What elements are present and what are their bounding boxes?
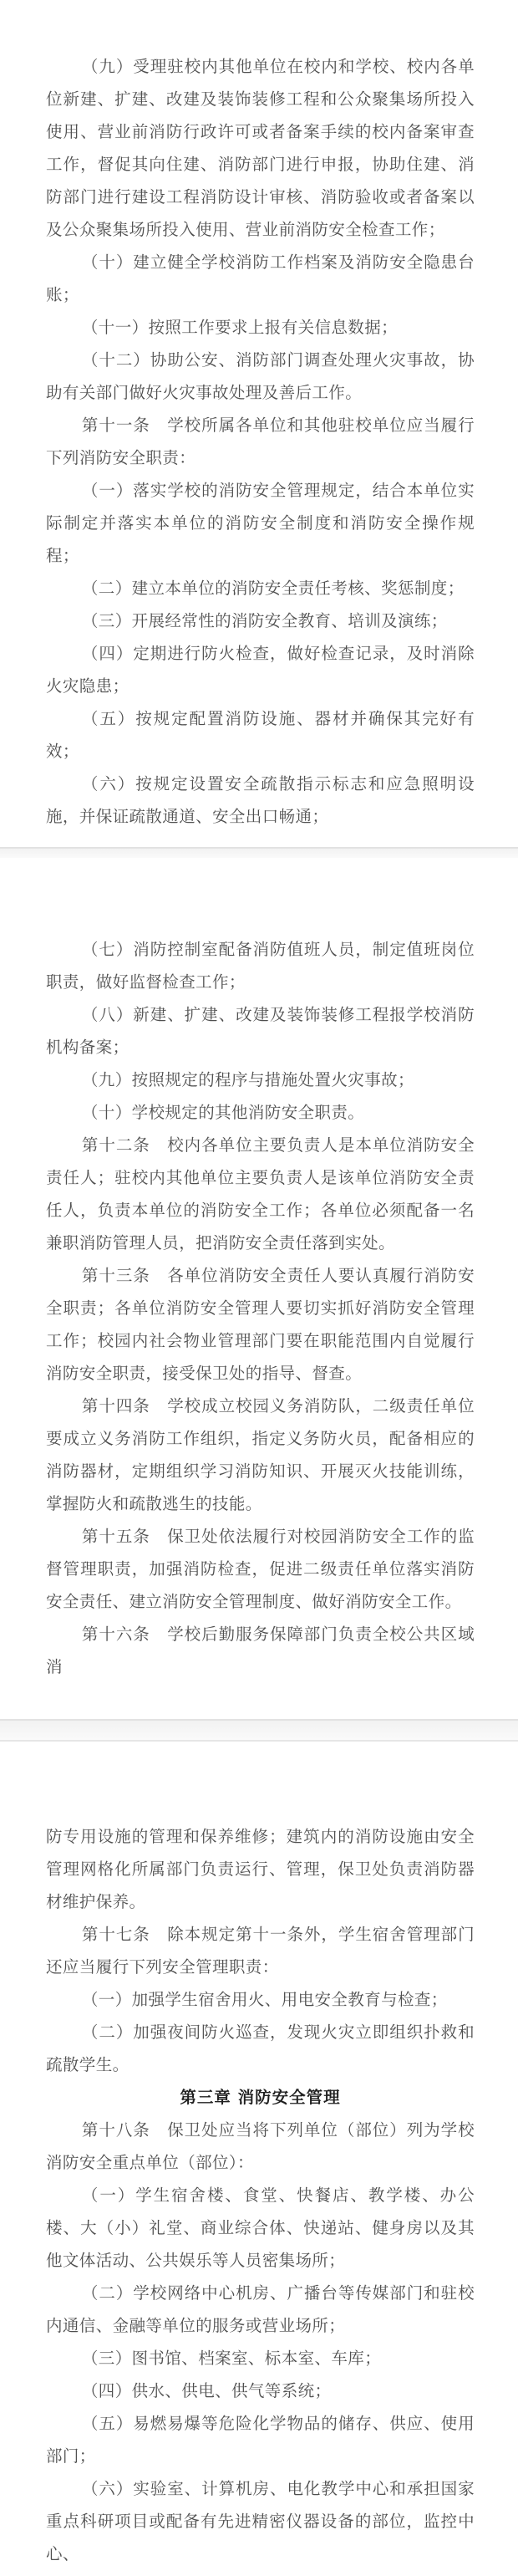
page-separator-1 bbox=[0, 847, 518, 858]
document-paragraph: （五）易燃易爆等危险化学物品的储存、供应、使用部门； bbox=[46, 2414, 475, 2466]
document-paragraph: （六）按规定设置安全疏散指示标志和应急照明设施，并保证疏散通道、安全出口畅通； bbox=[46, 774, 475, 826]
document-page-1 bbox=[0, 0, 518, 847]
document-paragraph: （七）消防控制室配备消防值班人员，制定值班岗位职责，做好监督检查工作； bbox=[46, 940, 475, 992]
document-paragraph: （四）供水、供电、供气等系统； bbox=[81, 2381, 332, 2400]
document-paragraph: （十）建立健全学校消防工作档案及消防安全隐患台账； bbox=[46, 252, 475, 304]
document-paragraph: （二）建立本单位的消防安全责任考核、奖惩制度； bbox=[81, 579, 465, 598]
document-paragraph: （一）落实学校的消防安全管理规定，结合本单位实际制定并落实本单位的消防安全制度和消防安全操作规程； bbox=[46, 481, 475, 565]
document-paragraph: （二）加强夜间防火巡查，发现火灾立即组织扑救和疏散学生。 bbox=[46, 2023, 475, 2074]
document-paragraph: 第十六条 学校后勤服务保障部门负责全校公共区域消 bbox=[46, 1625, 475, 1676]
document-paragraph: （四）定期进行防火检查，做好检查记录，及时消除火灾隐患； bbox=[46, 644, 475, 696]
document-page-3 bbox=[0, 1742, 518, 2576]
document-paragraph: （六）实验室、计算机房、电化教学中心和承担国家重点科研项目或配备有先进精密仪器设备的部位，监控中心、 bbox=[46, 2479, 475, 2563]
document-paragraph: 第十五条 保卫处依法履行对校园消防安全工作的监督管理职责，加强消防检查，促进二级责任单位落实消防安全责任、建立消防安全管理制度、做好消防安全工作。 bbox=[46, 1527, 475, 1611]
document-paragraph: 第十二条 校内各单位主要负责人是本单位消防安全责任人；驻校内其他单位主要负责人是该单位消防安全责任人，负责本单位的消防安全工作；各单位必须配备一名兼职消防管理人员，把消防安全责任落到实处。 bbox=[46, 1135, 475, 1252]
document-paragraph: 第十三条 各单位消防安全责任人要认真履行消防安全职责；各单位消防安全管理人要切实抓好消防安全管理工作；校园内社会物业管理部门要在职能范围内自觉履行消防安全职责，接受保卫处的指导、督查。 bbox=[46, 1266, 475, 1383]
document-paragraph: （九）按照规定的程序与措施处置火灾事故； bbox=[81, 1070, 414, 1089]
page-separator-2 bbox=[0, 1719, 518, 1742]
document-paragraph: 防专用设施的管理和保养维修；建筑内的消防设施由安全管理网格化所属部门负责运行、管理，保卫处负责消防器材维护保养。 bbox=[46, 1827, 475, 1911]
document-paragraph: （十一）按照工作要求上报有关信息数据； bbox=[81, 318, 398, 337]
document-paragraph: （三）开展经常性的消防安全教育、培训及演练； bbox=[81, 611, 448, 630]
document-paragraph: （一）学生宿舍楼、食堂、快餐店、教学楼、办公楼、大（小）礼堂、商业综合体、快递站、健身房以及其他文体活动、公共娱乐等人员密集场所； bbox=[46, 2186, 475, 2270]
document-paragraph: （五）按规定配置消防设施、器材并确保其完好有效； bbox=[46, 709, 475, 761]
document-paragraph: 第十七条 除本规定第十一条外，学生宿舍管理部门还应当履行下列安全管理职责： bbox=[46, 1925, 475, 1977]
document-paragraph: （三）图书馆、档案室、标本室、车库； bbox=[81, 2349, 382, 2368]
document-paragraph: （一）加强学生宿舍用火、用电安全教育与检查； bbox=[81, 1990, 448, 2009]
chapter-heading: 第三章 消防安全管理 bbox=[180, 2088, 341, 2107]
document-paragraph: （八）新建、扩建、改建及装饰装修工程报学校消防机构备案； bbox=[46, 1005, 475, 1057]
document-paragraph: （二）学校网络中心机房、广播台等传媒部门和驻校内通信、金融等单位的服务或营业场所； bbox=[46, 2283, 475, 2335]
document-paragraph: 第十一条 学校所属各单位和其他驻校单位应当履行下列消防安全职责： bbox=[46, 416, 475, 467]
document-paragraph: 第十八条 保卫处应当将下列单位（部位）列为学校消防安全重点单位（部位）： bbox=[46, 2120, 475, 2172]
document-paragraph: （十）学校规定的其他消防安全职责。 bbox=[81, 1103, 365, 1122]
document-paragraph: （十二）协助公安、消防部门调查处理火灾事故，协助有关部门做好火灾事故处理及善后工作。 bbox=[46, 350, 475, 402]
document-paragraph: 第十四条 学校成立校园义务消防队，二级责任单位要成立义务消防工作组织，指定义务防火员，配备相应的消防器材，定期组织学习消防知识、开展灭火技能训练，掌握防火和疏散逃生的技能。 bbox=[46, 1396, 475, 1513]
document-paragraph: （九）受理驻校内其他单位在校内和学校、校内各单位新建、扩建、改建及装饰装修工程和公众聚集场所投入使用、营业前消防行政许可或者备案手续的校内备案审查工作，督促其向住建、消防部门进行申报，协助住建、消防部门进行建设工程消防设计审核、消防验收或者备案以及公众聚集场所投入使用、营业前消防安全检查工作； bbox=[46, 57, 475, 239]
document-page-2 bbox=[0, 858, 518, 1719]
